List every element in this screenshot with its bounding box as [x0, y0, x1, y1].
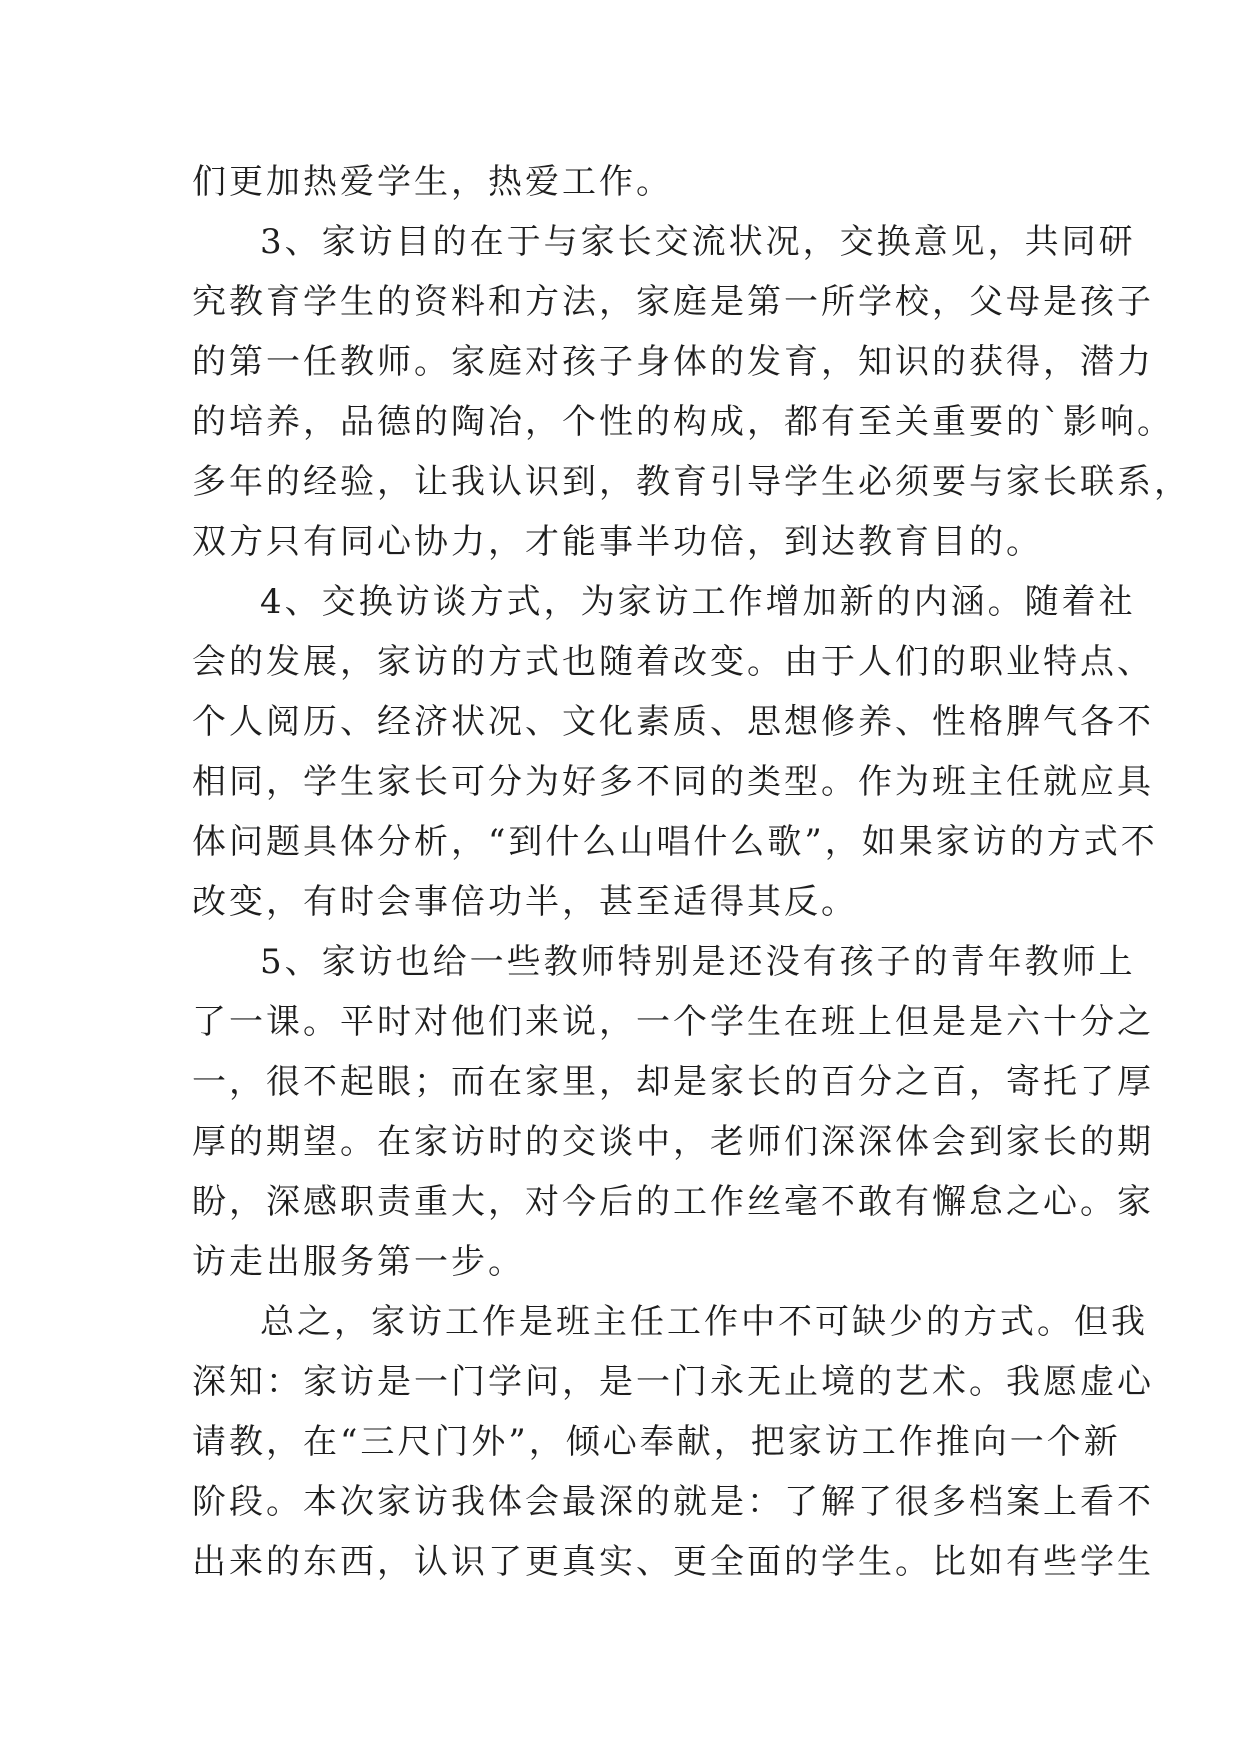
text-line: 请教，在“三尺门外”，倾心奉献，把家访工作推向一个新 — [192, 1422, 1121, 1462]
text-line: 了一课。平时对他们来说，一个学生在班上但是是六十分之 — [192, 1002, 1154, 1042]
paragraph-summary-start: 总之，家访工作是班主任工作中不可缺少的方式。但我 — [260, 1302, 1148, 1342]
text-line: 究教育学生的资料和方法，家庭是第一所学校，父母是孩子 — [192, 282, 1154, 322]
document-body — [192, 152, 1191, 1592]
text-line: 盼，深感职责重大，对今后的工作丝毫不敢有懈怠之心。家 — [192, 1182, 1154, 1222]
text-line: 会的发展，家访的方式也随着改变。由于人们的职业特点、 — [192, 642, 1154, 682]
text-line: 个人阅历、经济状况、文化素质、思想修养、性格脾气各不 — [192, 702, 1154, 742]
paragraph-5-start: 5、家访也给一些教师特别是还没有孩子的青年教师上 — [260, 942, 1136, 982]
text-line: 阶段。本次家访我体会最深的就是：了解了很多档案上看不 — [192, 1482, 1154, 1522]
text-line: 多年的经验，让我认识到，教育引导学生必须要与家长联系， — [192, 462, 1191, 502]
text-line: 改变，有时会事倍功半，甚至适得其反。 — [192, 882, 858, 922]
text-line: 出来的东西，认识了更真实、更全面的学生。比如有些学生 — [192, 1542, 1154, 1582]
text-line: 的第一任教师。家庭对孩子身体的发育，知识的获得，潜力 — [192, 342, 1154, 382]
text-line: 的培养，品德的陶冶，个性的构成，都有至关重要的`影响。 — [192, 402, 1174, 442]
text-line: 深知：家访是一门学问，是一门永无止境的艺术。我愿虚心 — [192, 1362, 1154, 1402]
text-line: 相同，学生家长可分为好多不同的类型。作为班主任就应具 — [192, 762, 1154, 802]
text-line: 一，很不起眼；而在家里，却是家长的百分之百，寄托了厚 — [192, 1062, 1154, 1102]
text-line: 访走出服务第一步。 — [192, 1242, 525, 1282]
text-line: 们更加热爱学生，热爱工作。 — [192, 162, 673, 202]
text-line: 体问题具体分析，“到什么山唱什么歌”，如果家访的方式不 — [192, 822, 1158, 862]
paragraph-4-start: 4、交换访谈方式，为家访工作增加新的内涵。随着社 — [260, 582, 1136, 622]
text-line: 双方只有同心协力，才能事半功倍，到达教育目的。 — [192, 522, 1043, 562]
text-line: 厚的期望。在家访时的交谈中，老师们深深体会到家长的期 — [192, 1122, 1154, 1162]
paragraph-3-start: 3、家访目的在于与家长交流状况，交换意见，共同研 — [260, 222, 1136, 262]
